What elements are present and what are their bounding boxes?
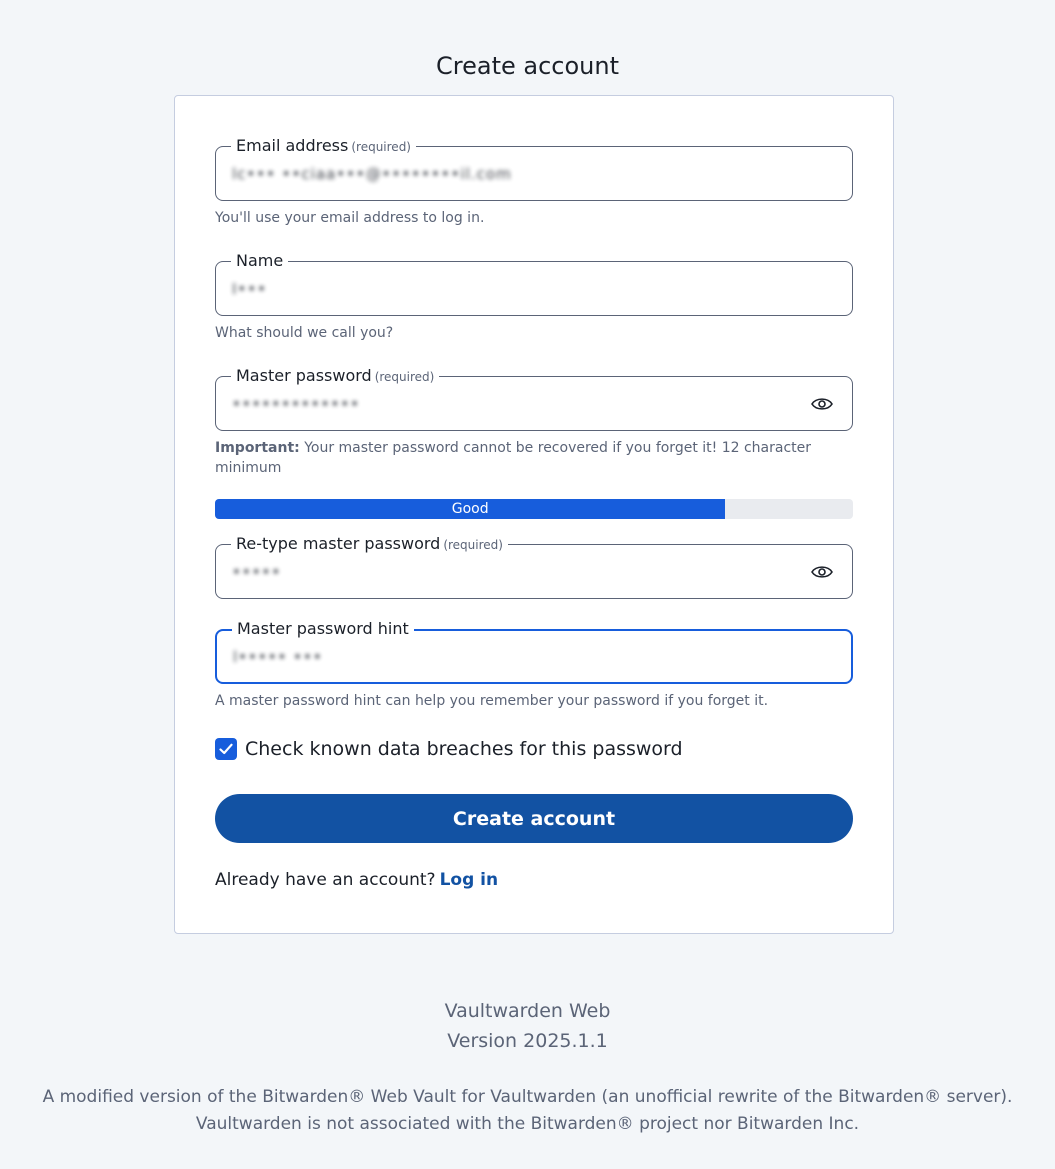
breach-checkbox[interactable] xyxy=(215,738,237,760)
checkmark-icon xyxy=(219,743,233,755)
hint-input[interactable]: l••••• ••• xyxy=(233,648,323,666)
retype-password-field-group xyxy=(215,534,853,599)
create-account-card xyxy=(174,95,894,934)
hint-help-text: A master password hint can help you remember your password if you forget it. xyxy=(215,693,769,709)
retype-password-label: Re-type master password (required) xyxy=(231,533,508,556)
name-label: Name xyxy=(231,250,288,272)
legal-line-2: Vaultwarden is not associated with the Bitwarden® project nor Bitwarden Inc. xyxy=(195,1114,860,1134)
name-field-group xyxy=(215,251,853,343)
breach-check-label: Check known data breaches for this password xyxy=(245,738,683,760)
name-help-text: What should we call you? xyxy=(215,325,394,341)
hint-field[interactable] xyxy=(215,619,853,684)
email-help-text: You'll use your email address to log in. xyxy=(215,210,485,226)
master-password-input[interactable]: ••••••••••••• xyxy=(232,395,361,413)
name-input[interactable]: I••• xyxy=(232,280,267,298)
email-input[interactable]: lc••• ••ciaa•••@••••••••il.com xyxy=(232,165,512,183)
password-strength-label: Good xyxy=(215,499,725,519)
app-version: Version 2025.1.1 xyxy=(447,1030,608,1052)
hint-label: Master password hint xyxy=(232,618,414,640)
retype-password-field[interactable] xyxy=(215,534,853,599)
app-info xyxy=(0,996,1055,1056)
master-password-label: Master password (required) xyxy=(231,365,439,388)
login-prompt-row xyxy=(215,870,498,890)
retype-password-input[interactable]: ••••• xyxy=(232,563,282,581)
create-account-button[interactable]: Create account xyxy=(215,794,853,843)
name-field[interactable] xyxy=(215,251,853,316)
app-name: Vaultwarden Web xyxy=(444,1000,611,1022)
legal-line-1: A modified version of the Bitwarden® Web Vault for Vaultwarden (an unofficial rewrite of the Bitwarden® server). xyxy=(42,1087,1013,1107)
email-field-group xyxy=(215,136,853,228)
email-label: Email address (required) xyxy=(231,135,416,158)
legal-notice xyxy=(0,1084,1055,1138)
password-strength-meter xyxy=(215,499,853,519)
master-password-help-text: Important: Your master password cannot be recovered if you forget it! 12 character minimum xyxy=(215,440,812,476)
required-marker: (required) xyxy=(351,140,411,154)
eye-icon[interactable] xyxy=(810,561,834,583)
eye-icon[interactable] xyxy=(810,393,834,415)
master-password-field[interactable] xyxy=(215,366,853,431)
page-title: Create account xyxy=(436,52,619,80)
login-link[interactable]: Log in xyxy=(439,870,499,890)
hint-field-group xyxy=(215,619,853,711)
required-marker: (required) xyxy=(374,370,435,384)
login-prompt: Already have an account? xyxy=(215,870,436,890)
master-password-field-group xyxy=(215,366,853,478)
required-marker: (required) xyxy=(443,538,503,552)
email-field[interactable] xyxy=(215,136,853,201)
breach-check-row[interactable] xyxy=(215,738,683,760)
